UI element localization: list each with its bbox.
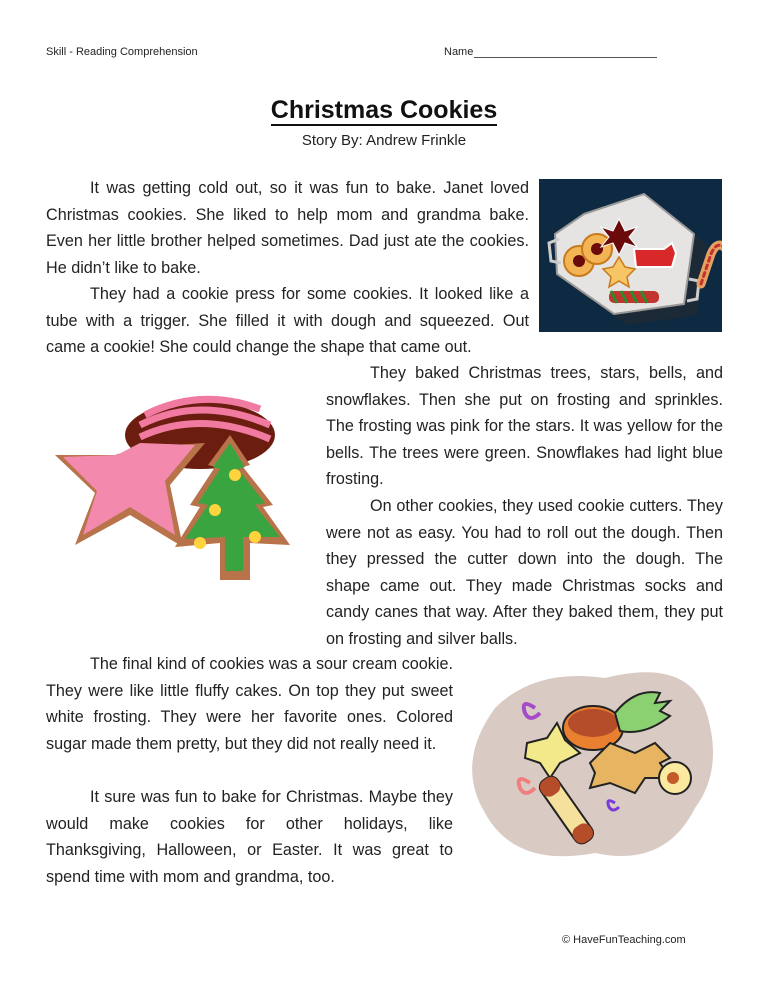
assorted-cookies-icon (465, 668, 715, 863)
paragraph-text: They baked Christmas trees, stars, bells, and snowflakes. Then she put on frosting and sprinkles. The frosting was pink for the stars. It was yellow for the bells. The trees were green. Snowflakes had light blue frosting. (326, 364, 723, 488)
paragraph-text: The final kind of cookies was a sour cream cookie. They were like little fluffy cakes. On top they put sweet white frosting. They were her favorite ones. Colored sugar made them pretty, but they did not really need it. (46, 655, 453, 753)
story-paragraph-2 (46, 281, 529, 361)
name-blank-line[interactable] (474, 46, 657, 58)
name-field[interactable] (444, 46, 657, 58)
page-title (0, 96, 768, 125)
star-tree-cookies-image (45, 375, 315, 605)
story-paragraph-3 (326, 360, 723, 493)
story-paragraph-4 (326, 493, 723, 652)
star-tree-cookies-icon (45, 375, 315, 605)
story-paragraph-6 (46, 784, 453, 890)
skill-label: Skill - Reading Comprehension (46, 46, 198, 58)
story-paragraph-5 (46, 651, 453, 757)
paragraph-text: On other cookies, they used cookie cutters. They were not as easy. You had to roll out the dough. Then they pressed the cutter down into the dough. The shape came out. They made Christmas socks and candy canes that way. After they baked them, they put on frosting and silver balls. (326, 497, 723, 648)
assorted-cookies-image (465, 668, 715, 863)
story-paragraph-1 (46, 175, 529, 281)
paragraph-text: It sure was fun to bake for Christmas. Maybe they would make cookies for other holidays, like Thanksgiving, Halloween, or Easter. It was great to spend time with mom and grandma, too. (46, 788, 453, 886)
name-label: Name (444, 46, 474, 58)
byline: Story By: Andrew Frinkle (301, 132, 467, 149)
title-text: Christmas Cookies (270, 96, 498, 124)
cookie-tray-image (539, 179, 722, 332)
paragraph-text: They had a cookie press for some cookies. It looked like a tube with a trigger. She filled it with dough and squeezed. Out came a cookie! She could change the shape that came out. (46, 285, 529, 356)
paragraph-text: It was getting cold out, so it was fun to bake. Janet loved Christmas cookies. She liked to help mom and grandma bake. Even her little brother helped sometimes. Dad just ate the cookies. He didn’t like to bake. (46, 179, 529, 277)
cookie-tray-icon (539, 179, 722, 332)
copyright-footer: © HaveFunTeaching.com (562, 934, 686, 946)
